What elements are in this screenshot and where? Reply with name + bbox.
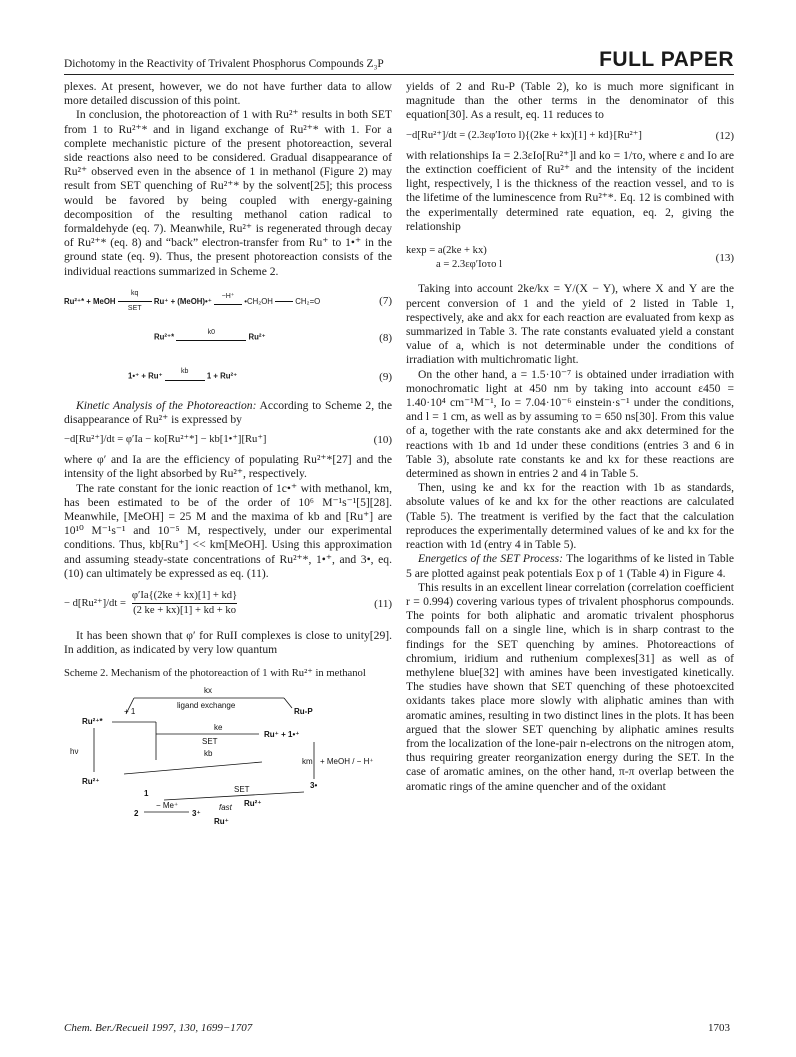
scheme-ru2star: Ru²⁺*: [82, 716, 103, 726]
eq7-number: (7): [379, 295, 392, 308]
eq10-text: −d[Ru²⁺]/dt = φ′Ia − ko[Ru²⁺*] − kb[1•⁺][Ru⁺]: [64, 434, 267, 446]
paragraph: [406, 552, 734, 580]
eq9-number: (9): [379, 370, 392, 383]
left-column: [64, 80, 392, 828]
paragraph: The rate constant for the ionic reaction of 1c•⁺ with methanol, km, has been estimated to be of the order of 10⁶ M⁻¹s⁻¹[5][28]. Meanwhile, [MeOH] = 25 M and the maxima of kb and [Ru⁺] are 10¹⁰ M⁻¹s⁻¹ and 10⁻⁵ M, respectively, under our experimental conditions. Thus, kb[Ru⁺] << km[MeOH]. Using this approximation and assuming steady-state concentrations of Ru²⁺*, 1•⁺, and 3•, eq. (10) can ultimately be expressed as eq. (11).: [64, 481, 393, 580]
eq11-lhs: − d[Ru²⁺]/dt =: [64, 597, 126, 609]
eq7-p1: •CH₂OH: [244, 296, 273, 306]
eq9-lhs: 1•⁺ + Ru⁺: [128, 372, 163, 382]
equation-12: [406, 129, 734, 143]
eq11-numerator: φ′Ia{(2ke + kx)[1] + kd}: [131, 590, 238, 602]
paragraph: with relationships Ia = 2.3εIo[Ru²⁺]l and ko = 1/τo, where ε and Io are the extinction coefficient of Ru²⁺ and the intensity of the incident light, respectively, l is the thickness of the reaction vessel, and τo is the lifetime of the luminescence from Ru²⁺*. Eq. 12 is combined with the experimentally determined rate equation, eq. 2, giving the relationship: [406, 148, 734, 233]
scheme-hn: hν: [70, 746, 79, 756]
paragraph: where φ′ and Ia are the efficiency of populating Ru²⁺*[27] and the intensity of the light absorbed by Ru²⁺, respectively.: [64, 453, 392, 481]
eq10-number: (10): [373, 434, 392, 447]
paragraph: [64, 399, 392, 427]
eq11-number: (11): [374, 597, 392, 610]
paragraph: On the other hand, a = 1.5·10⁻⁷ is obtained under irradiation with monochromatic light at 450 nm by taking into account ε450 = 1.40·10⁴ cm⁻¹M⁻¹, Io = 7.04·10⁻⁶ einstein·s⁻¹ under the conditions, and l = 1 cm, as well as by assuming τo = 650 ns[30]. From this value of a, together with the rate constants ake and akx determined for the reactions with 1b and 1d under these conditions (entries 3 and 6 in Table 3), absolute rate constants ke and kx for these reactions are determined as shown in entries 2 and 4 in Table 5.: [406, 367, 734, 481]
eq8-number: (8): [379, 331, 392, 344]
running-title: Dichotomy in the Reactivity of Trivalent Phosphorus Compounds Z₃P: [64, 58, 384, 70]
equation-11: [64, 589, 392, 618]
eq7-lhs: Ru²⁺* + MeOH: [64, 296, 116, 306]
scheme-kx: kx: [204, 685, 212, 695]
paragraph-text: The logarithms of ke listed in Table 5 are plotted against peak potentials Eox p of 1 (Table 4) in Figure 4.: [406, 552, 734, 580]
eq7-step: −H⁺: [221, 292, 235, 300]
eq12-text: −d[Ru²⁺]/dt = (2.3εφ′Ioτo l){(2ke + kx)[1] + kd}[Ru²⁺]: [406, 129, 642, 141]
equation-8: [64, 326, 392, 349]
eq12-number: (12): [715, 129, 734, 142]
right-column: [406, 80, 734, 794]
scheme-two: 2: [134, 808, 139, 818]
scheme-ke: ke: [214, 722, 223, 732]
kinetic-heading: Kinetic Analysis of the Photoreaction:: [76, 398, 257, 412]
scheme-rup: Ru-P: [294, 706, 313, 716]
equation-13: [406, 244, 734, 272]
equation-7: [64, 287, 392, 316]
paragraph: Taking into account 2ke/kx = Y/(X − Y), where X and Y are the percent conversion of 1 and the yield of 2 listed in Table 1, respectively, ake and akx for each reaction are evaluated from kexp as summarized in Table 3. The rate constants evaluated yield a constant value of a, which is not determinable under the conditions of irradiation with multichromatic light.: [406, 282, 734, 367]
scheme-kb: kb: [204, 748, 213, 758]
scheme-three2: 3⁺: [192, 808, 201, 818]
scheme-2-diagram: [64, 684, 392, 824]
scheme-ligand: ligand exchange: [177, 700, 236, 710]
eq7-mid: Ru⁺ + (MeOH)•⁺: [153, 296, 212, 306]
scheme-three: 3•: [310, 780, 318, 790]
journal-citation: Chem. Ber./Recueil 1997, 130, 1699−1707: [64, 1022, 253, 1034]
eq13-line2: a = 2.3εφ′Ioτo l: [436, 259, 503, 271]
scheme-prods: Ru⁺ + 1•⁺: [264, 729, 300, 739]
scheme-caption: Scheme 2. Mechanism of the photoreaction of 1 with Ru²⁺ in methanol: [64, 667, 366, 679]
scheme-km: km: [302, 756, 313, 766]
scheme-me: − Me⁺: [156, 800, 179, 810]
scheme-fast: fast: [219, 802, 232, 812]
energetics-heading: Energetics of the SET Process:: [418, 552, 563, 566]
eq11-denominator: (2 ke + kx)[1] + kd + ko: [132, 603, 237, 618]
paragraph: In conclusion, the photoreaction of 1 with Ru²⁺ results in both SET from 1 to Ru²⁺* and in ligand exchange of Ru²⁺* with 1. For a complete mechanistic picture of the present photoreaction, several side reactions also need to be considered. Gradual disappearance of Ru²⁺ observed even in the absence of 1 in methanol (Figure 2) may result from SET quenching of Ru²⁺* by the solvent[25]; this process would be favored by being coupled with energy-gaining decomposition of the resulting methanol cation radical to formaldehyde (eq. 7). Meanwhile, Ru²⁺ is regenerated through decay of Ru²⁺* (eq. 8) and “back” electron-transfer from Ru⁺ to 1•⁺ in the ground state (eq. 9). Thus, the present photoreaction consists of the individual reactions summarized in Scheme 2.: [64, 108, 392, 278]
eq7-k: kq: [131, 289, 139, 297]
paragraph: yields of 2 and Ru-P (Table 2), ko is much more significant in magnitude than the other terms in the denominator of this equation[30]. As a result, eq. 11 reduces to: [406, 80, 734, 122]
equation-9: [64, 365, 392, 388]
paragraph: It has been shown that φ′ for RuII complexes is close to unity[29]. In addition, as indicated by very low quantum: [64, 628, 392, 656]
running-header: [64, 44, 734, 75]
section-label: FULL PAPER: [599, 48, 734, 71]
page-number: 1703: [708, 1022, 730, 1034]
eq7-p2: CH₂=O: [295, 296, 321, 306]
paragraph-text: According to Scheme 2, the disappearance of Ru²⁺ is expressed by: [64, 398, 392, 426]
eq9-rhs: 1 + Ru²⁺: [206, 372, 238, 382]
eq13-number: (13): [715, 252, 734, 265]
scheme-rup2: Ru⁺: [214, 816, 229, 824]
scheme-set: SET: [202, 736, 218, 746]
paragraph: This results in an excellent linear correlation (correlation coefficient r = 0.994) covering various types of trivalent phosphorus compounds. The points for both aliphatic and aromatic trivalent phosphorus compounds fall on a single line, which is in sharp contrast to the findings for the SET quenching by amines. Photoreactions of chromium, iridium and ruthenium complexes[31] as well as of methylene blue[32] with amines have been investigated kinetically. The studies have shown that SET quenching of these photoexcited oxidants takes place more slowly with aliphatic amines than with aromatic amines, resulting in two distinct lines in the plots. It has been argued that the slower SET quenching by aliphatic amines results from the localization of the lone-pair n-electrons on the nitrogen atom, thus requiring greater reorganization energy during the SET. In the case of aromatic amines, on the other hand, π-π overlap between the aromatic rings of the amine quencher and of the oxidant: [406, 580, 734, 793]
paragraph: Then, using ke and kx for the reaction with 1b as standards, absolute values of ke and kx for the other reactions are calculated (Table 5). The treatment is verified by the fact that the calculation reproduces the experimentally determined values of ke and kx for the reaction with 1d (entry 4 in Table 5).: [406, 481, 734, 552]
paragraph: plexes. At present, however, we do not have further data to allow more detailed discussion of this point.: [64, 80, 392, 108]
scheme-one: 1: [144, 788, 149, 798]
scheme-meoh: + MeOH / − H⁺: [320, 756, 374, 766]
scheme-set2: SET: [234, 784, 250, 794]
eq8-k: k0: [207, 329, 216, 337]
equation-10: [64, 433, 392, 447]
scheme-ru2b: Ru²⁺: [244, 798, 262, 808]
scheme-plus1: + 1: [124, 706, 136, 716]
eq9-k: kb: [181, 368, 189, 376]
scheme-ru2: Ru²⁺: [82, 776, 100, 786]
eq13-line1: kexp = a(2ke + kx): [406, 245, 487, 257]
eq8-rhs: Ru²⁺: [248, 332, 266, 342]
eq7-set: SET: [127, 305, 142, 313]
eq8-lhs: Ru²⁺*: [154, 332, 175, 342]
